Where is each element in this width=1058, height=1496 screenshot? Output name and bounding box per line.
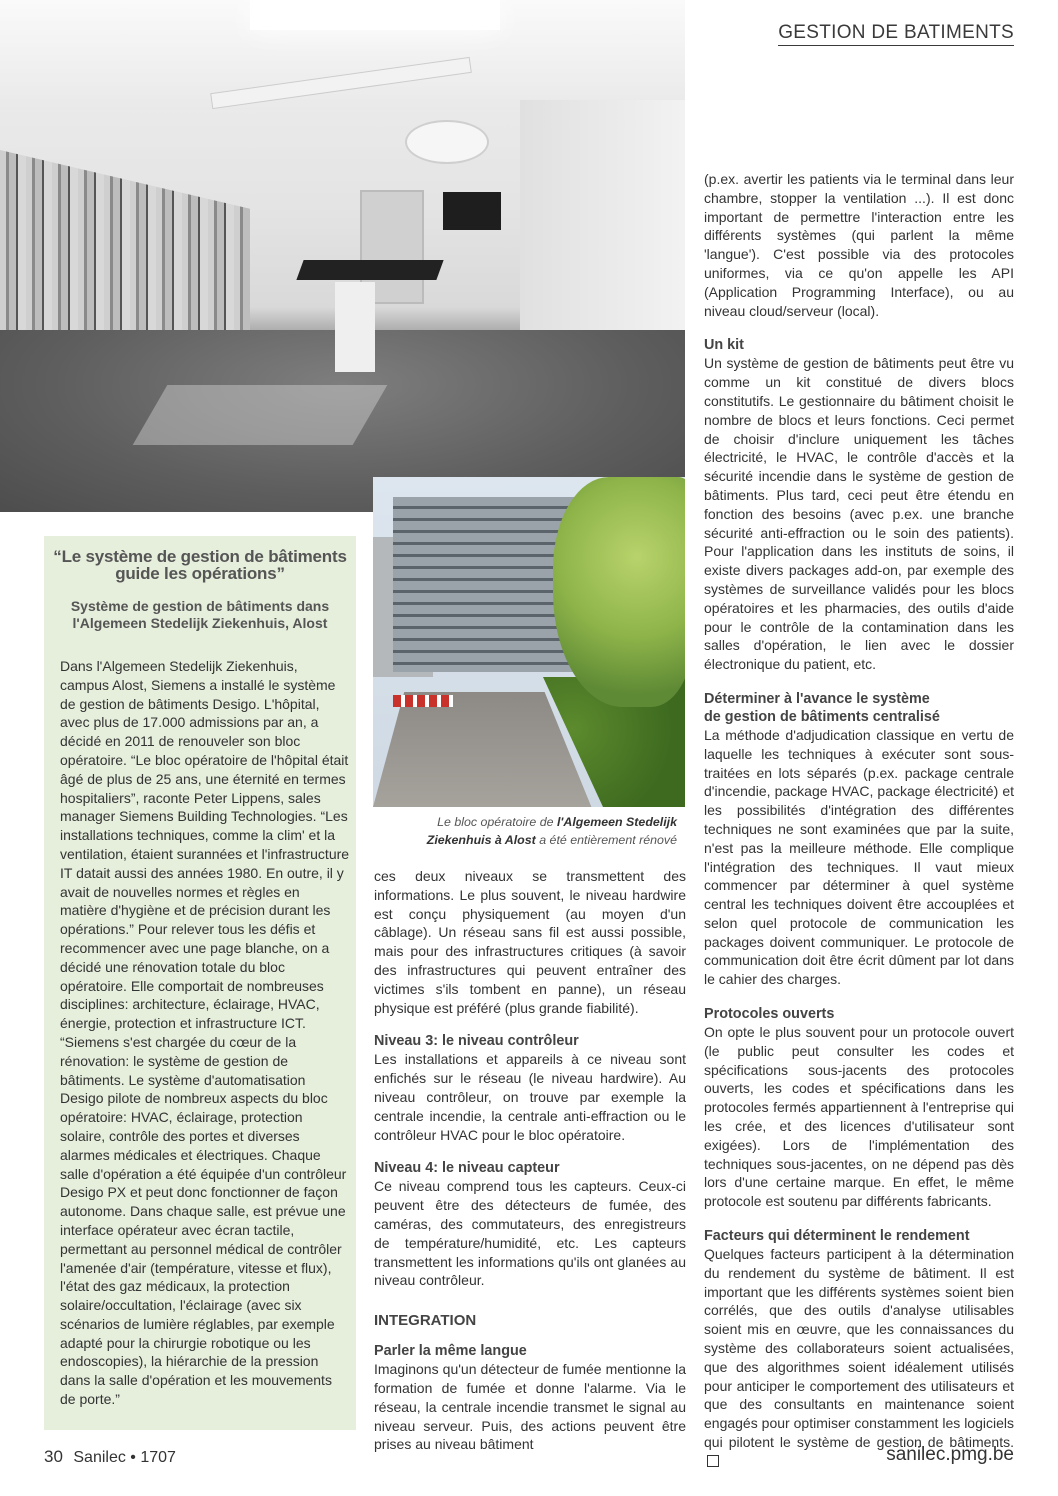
subheading-un-kit: Un kit — [704, 337, 744, 354]
page-number: 30 — [44, 1447, 63, 1466]
footer-left — [44, 1447, 176, 1467]
hospital-building-photo — [373, 477, 685, 807]
paragraph: Quelques facteurs participent à la détermination du rendement du système de bâtiment. Il est important que les différents systèmes soient bien corrélés, que des outils d'analyse utilisables soient mis en œuvre, que les connaissances du système des collaborateurs soient actualisées, que des algorithmes soient idéalement utilisés pour anticiper le comportement des utilisateurs et que des consultants en maintenance soient engagés pour optimiser constamment les logiciels qui pilotent le système de gestion de bâtiments. — [704, 1245, 1014, 1471]
operating-room-photo — [0, 0, 685, 512]
subheading-niveau-4: Niveau 4: le niveau capteur — [374, 1160, 560, 1177]
paragraph: (p.ex. avertir les patients via le terminal dans leur chambre, stopper la ventilation ...). Il est donc important de permettre l'interaction entre les différents systèmes (qui parlent la même 'langue'). C'est possible via des protocoles uniformes, via ce qu'on appelle les API (Application Programming Interface), ou au niveau cloud/serveur (local). — [704, 171, 1014, 319]
article-column-middle — [374, 867, 686, 1454]
website-link[interactable]: sanilec.pmg.be — [886, 1444, 1014, 1465]
paragraph: La méthode d'adjudication classique en vertu de laquelle les techniques à exécuter sont sous-traitées en lots séparés (p.ex. package centrale d'incendie, package HVAC, package électricité) et les possibilités d'intégration des différentes techniques ne sont examinées que par la suite, n'est pas la meilleure méthode. Elle complique l'intégration des techniques. Il vaut mieux commencer par déterminer à quel système central les techniques doivent être accouplées et selon quel protocole de communication les packages doivent communiquer. Le protocole de communication doit être écrit dûment par lot dans le cahier des charges. — [704, 726, 1014, 988]
photo-caption: Le bloc opératoire de l'Algemeen Stedelijk Ziekenhuis à Alost a été entièrement rénové — [426, 815, 677, 847]
subheading-determiner: Déterminer à l'avance le système de gestion de bâtiments centralisé — [704, 690, 940, 725]
paragraph: ces deux niveaux se transmettent des informations. Le plus souvent, le niveau hardwire est conçu physiquement (au moyen d'un câblage). Un réseau sans fil est aussi possible, mais pour des infrastructures critiques (à savoir des infrastructures qui peuvent entraîner des victimes s'ils tombent en panne), un réseau physique est préféré (plus grande fiabilité). — [374, 868, 686, 1016]
paragraph: Un système de gestion de bâtiments peut être vu comme un kit constitué de divers blocs constitutifs. Le gestionnaire du bâtiment choisit le nombre de blocs et leurs fonctions. Ceci permet de choisir d'inclure uniquement les tâches électricité, le HVAC, le contrôle d'accès et la sécurité incendie dans le système de gestion de bâtiments. Plus tard, ceci peut être étendu en fonction des besoins (avec p.ex. une branche sécurité anti-effraction ou le soin des patients). Pour l'application dans les instituts de soins, il existe divers packages add-on, par exemple des systèmes de surveillance validés pour les blocs opératoires et les pharmacies, des outils d'aide pour le contrôle de la contamination dans les salles d'opération, le lien avec le dossier électronique du patient, etc. — [704, 355, 1014, 673]
paragraph: On opte le plus souvent pour un protocole ouvert (le public peut consulter les codes et spécifications sous-jacents des protocoles ouverts, les codes et spécifications dans les protocoles fermés appartiennent à l'entreprise qui les crée, et des licences d'utilisateur sont exigées). Lors de l'implémentation des techniques sous-jacentes, on ne dépend pas dès lors d'une certaine marque. En effet, le même protocole est soutenu par différents fabricants. — [704, 1024, 1014, 1210]
section-heading-integration: INTEGRATION — [374, 1312, 477, 1330]
subheading-facteurs: Facteurs qui déterminent le rendement — [704, 1228, 970, 1245]
paragraph: Imaginons qu'un détecteur de fumée mentionne la formation de fumée et donne l'alarme. Via le réseau, la centrale incendie transmet le signal au niveau serveur. Puis, des actions peuvent être prises au niveau bâtiment — [374, 1361, 686, 1453]
paragraph: Les installations et appareils à ce niveau sont enfichés sur le réseau (le niveau hardwire). Au niveau contrôleur, on trouve par exemple la centrale incendie, la centrale anti-effraction ou le contrôleur HVAC pour le bloc opératoire. — [374, 1051, 686, 1143]
subheading-meme-langue: Parler la même langue — [374, 1343, 527, 1360]
subheading-niveau-3: Niveau 3: le niveau contrôleur — [374, 1033, 579, 1050]
sidebar-subtitle: Système de gestion de bâtiments dans l'Algemeen Stedelijk Ziekenhuis, Alost — [70, 598, 330, 631]
paragraph: Ce niveau comprend tous les capteurs. Ceux-ci peuvent être des détecteurs de fumée, des caméras, des commutateurs, des enregistreurs de température/humidité, etc. Les capteurs transmettent les informations qu'ils ont glanées au niveau contrôleur. — [374, 1178, 686, 1289]
sidebar-title: “Le système de gestion de bâtiments guide les opérations” — [53, 547, 347, 583]
section-header: GESTION DE BATIMENTS — [778, 22, 1014, 46]
subheading-protocoles: Protocoles ouverts — [704, 1006, 835, 1023]
magazine-issue: Sanilec • 1707 — [73, 1449, 176, 1466]
sidebar-body: Dans l'Algemeen Stedelijk Ziekenhuis, campus Alost, Siemens a installé le système de gestion de bâtiments Desigo. L'hôpital, avec plus de 17.000 admissions par an, a décidé en 2011 de renouveler son bloc opératoire. “Le bloc opératoire de l'hôpital était âgé de plus de 25 ans, une éternité en termes hospitaliers”, raconte Peter Lippens, sales manager Siemens Building Technologies. “Les installations techniques, comme la clim' et la ventilation, étaient surannées et l'infrastructure IT datait aussi des années 1980. En outre, il y avait de nouvelles normes et règles en matière d'hygiène et de précision durant les opérations.” Pour relever tous les défis et recommencer avec une page blanche, on a décidé une rénovation totale du bloc opératoire. Elle comportait de nombreuses disciplines: architecture, éclairage, HVAC, énergie, protection et infrastructure ICT. “Siemens s'est chargée du cœur de la rénovation: le système de gestion de bâtiments. Le système d'automatisation Desigo pilote de nombreux aspects du bloc opératoire: HVAC, éclairage, protection solaire, contrôle des portes et diverses alarmes médicales et électriques. Chaque salle d'opération a été équipée d'un contrôleur Desigo PX et peut donc fonctionner de façon autonome. Dans chaque salle, est prévue une interface opérateur avec écran tactile, permettant au personnel médical de contrôler l'amenée d'air (température, vitesse et flux), l'état des gaz médicaux, la protection solaire/occultation, l'éclairage (avec six scénarios de lumière réglables, par exemple adapté pour la chirurgie robotique ou les endoscopies), la hiérarchie de la pression dans la salle d'opération et les mouvements de porte.” — [60, 658, 350, 1408]
article-column-right — [704, 170, 1014, 1471]
end-mark-icon — [707, 1455, 719, 1467]
